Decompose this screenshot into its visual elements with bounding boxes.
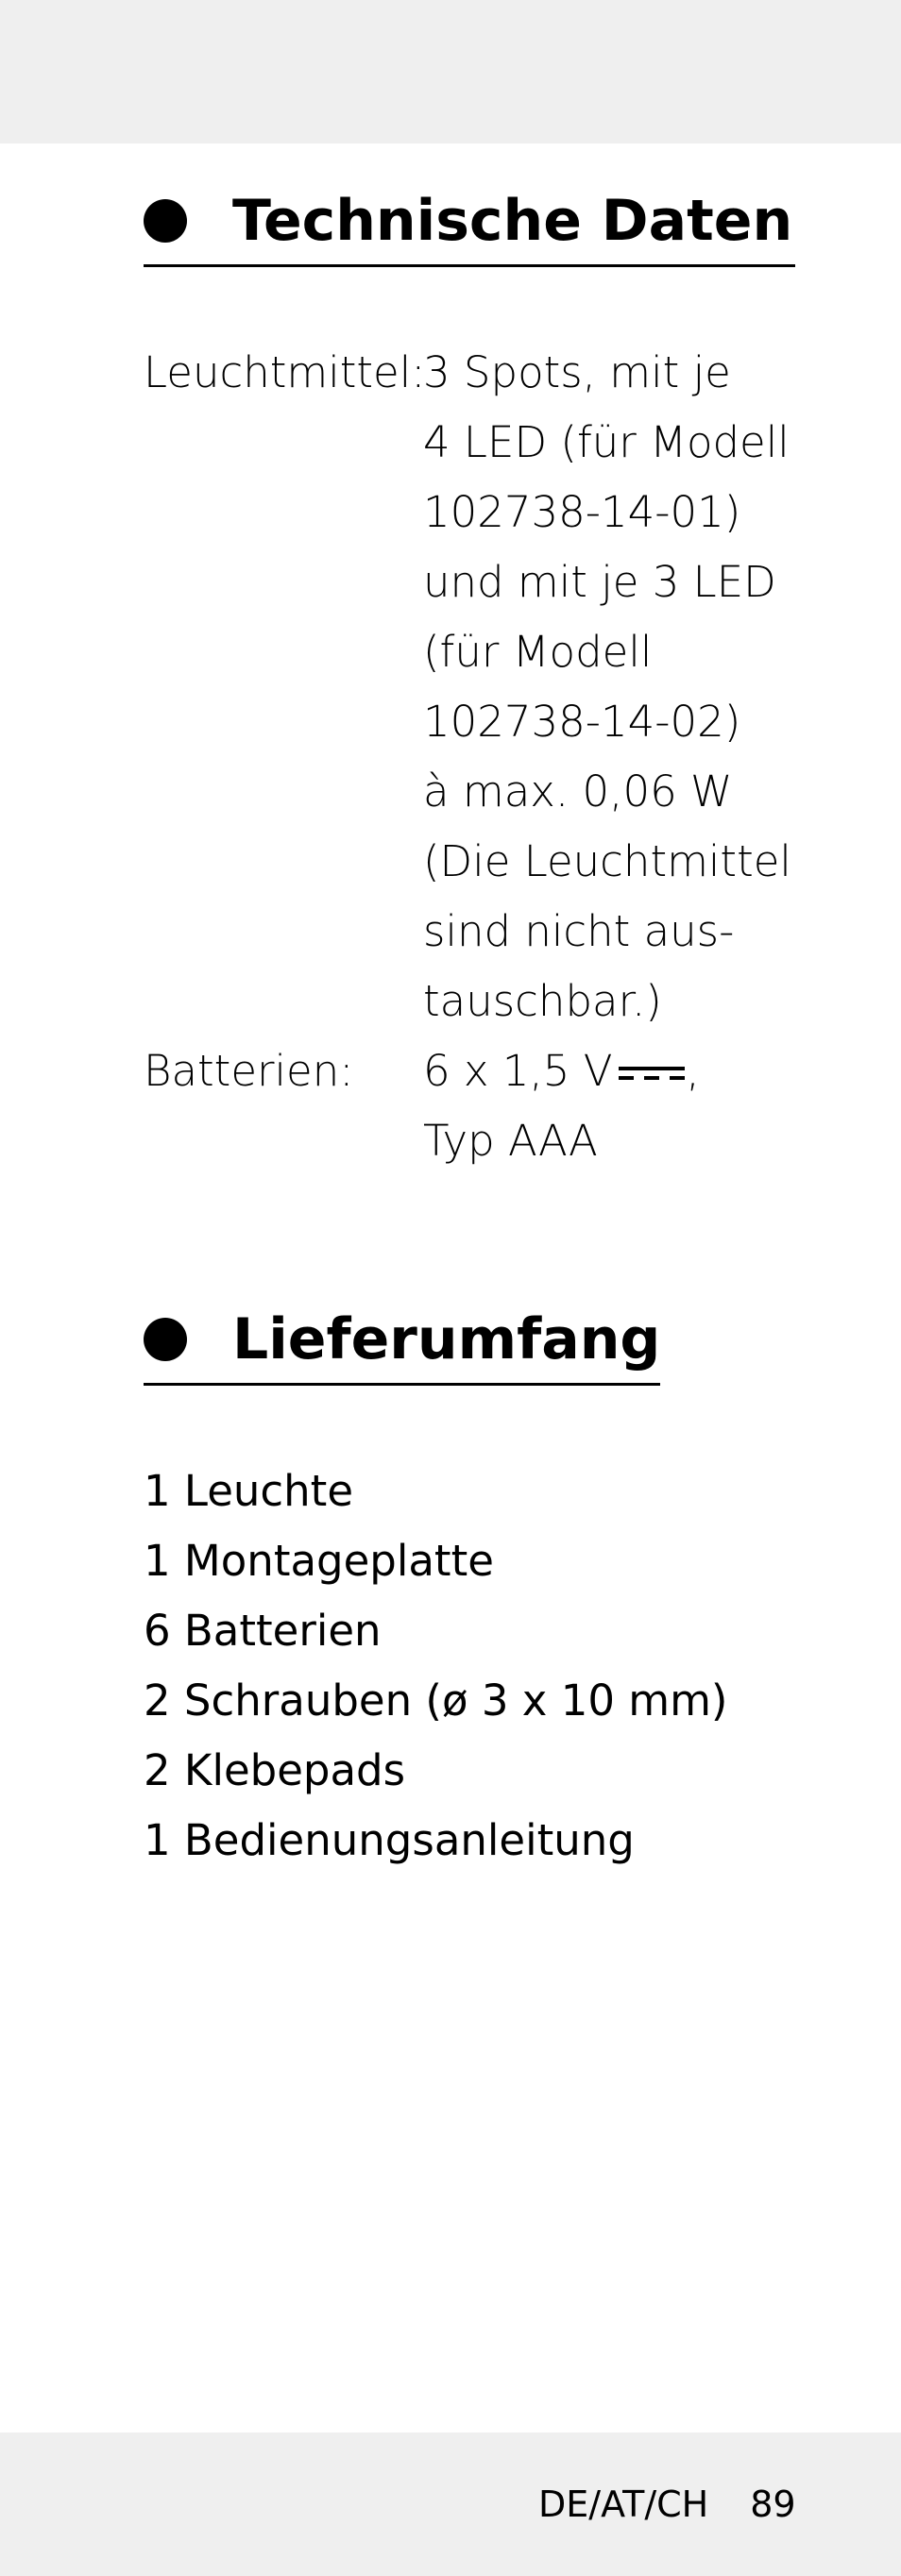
list-item: 1 Montageplatte <box>144 1536 494 1586</box>
battery-type: Typ AAA <box>423 1116 598 1166</box>
technical-data-heading <box>144 187 795 267</box>
page-number: 89 <box>750 2483 796 2525</box>
spec-value-line: (Die Leuchtmittel <box>423 836 791 886</box>
spec-value-line: 3 Spots, mit je <box>423 347 731 397</box>
spec-value-line: (für Modell <box>423 627 653 677</box>
technical-data-heading-text: Technische Daten <box>232 188 793 254</box>
spec-value-lamp <box>423 338 791 1036</box>
list-item: 1 Bedienungsanleitung <box>144 1815 635 1865</box>
spec-value-line: 102738-14-01) <box>423 487 741 537</box>
spec-value-batteries <box>423 1036 700 1176</box>
spec-value-line: 102738-14-02) <box>423 697 741 747</box>
scope-of-delivery-heading-text: Lieferumfang <box>232 1306 661 1372</box>
battery-spec: 6 x 1,5 V <box>423 1046 613 1096</box>
country-codes: DE/AT/CH <box>538 2483 709 2525</box>
list-item: 2 Schrauben (ø 3 x 10 mm) <box>144 1675 728 1726</box>
scope-of-delivery-heading <box>144 1305 660 1386</box>
spec-value-line: und mit je 3 LED <box>423 557 776 607</box>
spec-label-batteries: Batterien: <box>144 1046 354 1096</box>
scope-of-delivery-list <box>144 1456 728 1876</box>
list-item: 2 Klebepads <box>144 1745 406 1795</box>
bullet-icon <box>144 1318 187 1361</box>
spec-label-lamp: Leuchtmittel: <box>144 347 426 397</box>
battery-spec-suffix: , <box>686 1046 700 1096</box>
page-footer <box>538 2483 796 2526</box>
header-band <box>0 0 901 143</box>
spec-table <box>144 338 791 1176</box>
bullet-icon <box>144 199 187 243</box>
battery-spec-line <box>423 1036 700 1106</box>
spec-value-line: sind nicht aus- <box>423 906 735 956</box>
direct-current-icon <box>619 1067 685 1082</box>
spec-row-lamp <box>144 338 791 1036</box>
spec-row-batteries <box>144 1036 791 1176</box>
spec-value-line: tauschbar.) <box>423 976 662 1026</box>
spec-value-line: 4 LED (für Modell <box>423 417 790 467</box>
spec-value-line: à max. 0,06 W <box>423 766 733 817</box>
list-item: 6 Batterien <box>144 1606 382 1656</box>
list-item: 1 Leuchte <box>144 1466 354 1516</box>
